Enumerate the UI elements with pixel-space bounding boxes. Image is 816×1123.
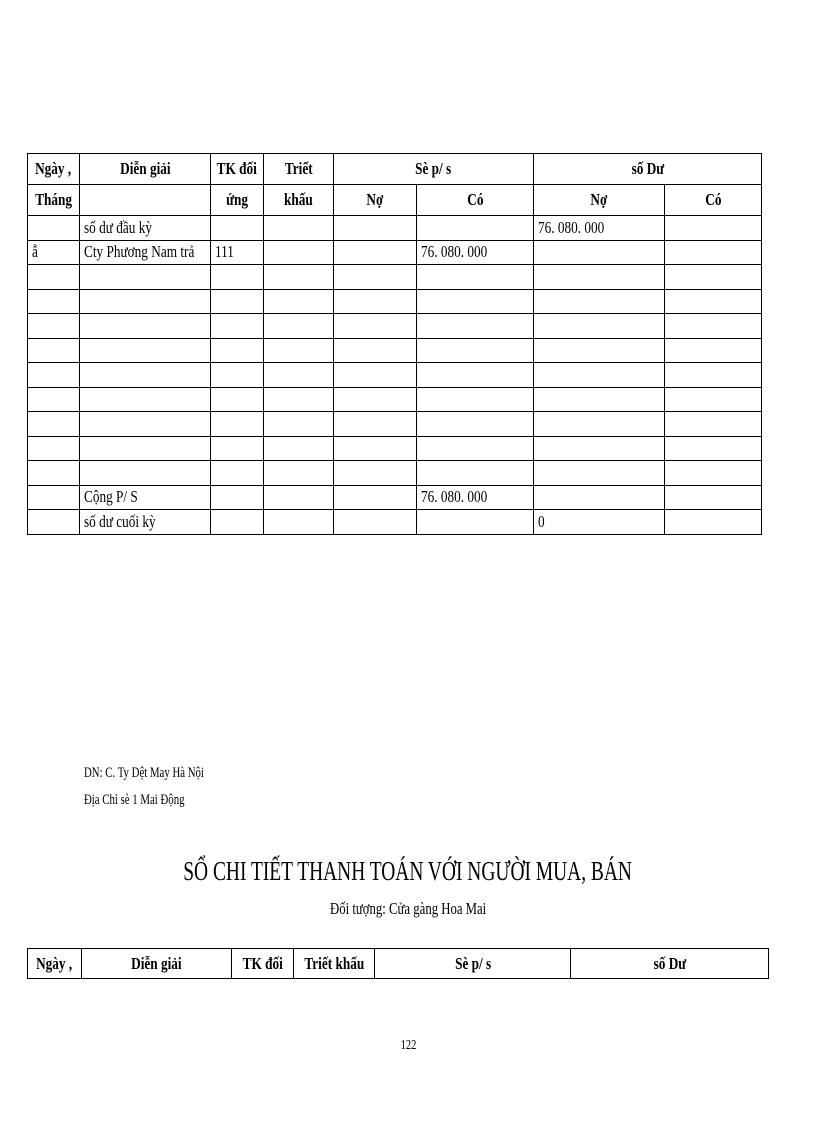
cell-debit — [334, 363, 417, 388]
page-number: 122 — [400, 1038, 416, 1053]
cell-account — [211, 216, 264, 241]
cell-bal-debit — [534, 436, 665, 461]
ledger-table-2 — [27, 948, 769, 979]
col-bal-debit-header: Nợ — [534, 185, 665, 216]
cell-discount — [264, 436, 334, 461]
company-info: DN: C. Ty Dệt May Hà Nội — [84, 765, 204, 781]
cell-desc: số dư đầu kỳ — [80, 216, 211, 241]
cell-bal-debit — [534, 387, 665, 412]
col-desc-header: Diễn giải — [82, 949, 232, 979]
cell-bal-debit — [534, 412, 665, 437]
cell-credit: 76. 080. 000 — [417, 485, 534, 510]
cell-credit — [417, 289, 534, 314]
cell-desc: Cộng P/ S — [80, 485, 211, 510]
cell-date — [28, 216, 80, 241]
cell-discount — [264, 240, 334, 265]
cell-desc — [80, 436, 211, 461]
cell-desc — [80, 412, 211, 437]
col-date-header-2: Tháng — [28, 185, 80, 216]
header-row-2 — [28, 185, 762, 216]
cell-bal-debit — [534, 289, 665, 314]
cell-debit — [334, 240, 417, 265]
table-row — [28, 387, 762, 412]
col-account-header-2: ứng — [211, 185, 264, 216]
cell-debit — [334, 412, 417, 437]
cell-date — [28, 436, 80, 461]
col-arising-header: Sè p/ s — [334, 154, 534, 185]
cell-bal-credit — [665, 240, 762, 265]
cell-credit — [417, 216, 534, 241]
cell-credit — [417, 461, 534, 486]
col-account-header: TK đối — [231, 949, 293, 979]
cell-account — [211, 412, 264, 437]
cell-bal-debit: 0 — [534, 510, 665, 535]
cell-desc — [80, 461, 211, 486]
cell-date — [28, 461, 80, 486]
address-info: Địa Chỉ sè 1 Mai Động — [84, 792, 185, 808]
col-credit-header: Có — [417, 185, 534, 216]
cell-bal-credit — [665, 485, 762, 510]
cell-date: ẫ — [28, 240, 80, 265]
cell-account — [211, 314, 264, 339]
cell-desc — [80, 314, 211, 339]
table-row — [28, 265, 762, 290]
cell-date — [28, 510, 80, 535]
cell-account — [211, 461, 264, 486]
table-row — [28, 461, 762, 486]
cell-desc — [80, 363, 211, 388]
cell-bal-debit — [534, 363, 665, 388]
cell-desc — [80, 265, 211, 290]
ledger-table-1-body — [28, 216, 762, 535]
table-row — [28, 436, 762, 461]
cell-account — [211, 338, 264, 363]
col-discount-header-2: khấu — [264, 185, 334, 216]
col-desc-header-2 — [80, 185, 211, 216]
cell-debit — [334, 338, 417, 363]
cell-desc — [80, 289, 211, 314]
header-row-1 — [28, 154, 762, 185]
cell-discount — [264, 485, 334, 510]
cell-discount — [264, 338, 334, 363]
cell-discount — [264, 510, 334, 535]
cell-bal-credit — [665, 461, 762, 486]
cell-date — [28, 289, 80, 314]
cell-credit — [417, 265, 534, 290]
col-discount-header: Triết — [264, 154, 334, 185]
table-row — [28, 240, 762, 265]
cell-bal-credit — [665, 289, 762, 314]
col-date-header: Ngày , — [28, 154, 80, 185]
cell-discount — [264, 265, 334, 290]
col-debit-header: Nợ — [334, 185, 417, 216]
cell-credit — [417, 387, 534, 412]
col-account-header: TK đối — [211, 154, 264, 185]
cell-date — [28, 363, 80, 388]
col-desc-header: Diễn giải — [80, 154, 211, 185]
cell-date — [28, 412, 80, 437]
cell-account — [211, 289, 264, 314]
cell-date — [28, 387, 80, 412]
cell-discount — [264, 461, 334, 486]
cell-credit — [417, 363, 534, 388]
cell-discount — [264, 387, 334, 412]
cell-bal-debit — [534, 314, 665, 339]
cell-discount — [264, 412, 334, 437]
cell-debit — [334, 289, 417, 314]
table-row — [28, 289, 762, 314]
cell-credit — [417, 314, 534, 339]
col-balance-header: số Dư — [571, 949, 769, 979]
table-row — [28, 314, 762, 339]
cell-bal-credit — [665, 265, 762, 290]
cell-debit — [334, 461, 417, 486]
cell-debit — [334, 387, 417, 412]
cell-discount — [264, 289, 334, 314]
cell-date — [28, 265, 80, 290]
page-title: SỔ CHI TIẾT THANH TOÁN VỚI NGƯỜI MUA, BÁN — [183, 856, 633, 886]
cell-bal-credit — [665, 363, 762, 388]
cell-credit — [417, 510, 534, 535]
cell-account: 111 — [211, 240, 264, 265]
table-row — [28, 510, 762, 535]
cell-bal-debit — [534, 485, 665, 510]
cell-bal-credit — [665, 216, 762, 241]
table-row — [28, 485, 762, 510]
table-row — [28, 363, 762, 388]
table-row — [28, 338, 762, 363]
col-bal-credit-header: Có — [665, 185, 762, 216]
cell-bal-debit — [534, 240, 665, 265]
cell-debit — [334, 265, 417, 290]
cell-credit — [417, 412, 534, 437]
cell-desc — [80, 338, 211, 363]
cell-account — [211, 265, 264, 290]
cell-account — [211, 363, 264, 388]
cell-account — [211, 436, 264, 461]
cell-desc — [80, 387, 211, 412]
cell-bal-debit — [534, 461, 665, 486]
cell-bal-credit — [665, 510, 762, 535]
cell-discount — [264, 216, 334, 241]
col-date-header: Ngày , — [28, 949, 82, 979]
cell-discount — [264, 363, 334, 388]
cell-bal-debit: 76. 080. 000 — [534, 216, 665, 241]
cell-desc: Cty Phương Nam trả — [80, 240, 211, 265]
cell-date — [28, 338, 80, 363]
cell-bal-credit — [665, 387, 762, 412]
cell-account — [211, 387, 264, 412]
table-row — [28, 412, 762, 437]
cell-credit — [417, 436, 534, 461]
header-row — [28, 949, 769, 979]
cell-debit — [334, 314, 417, 339]
cell-account — [211, 485, 264, 510]
cell-date — [28, 485, 80, 510]
col-balance-header: số Dư — [534, 154, 762, 185]
cell-date — [28, 314, 80, 339]
cell-discount — [264, 314, 334, 339]
cell-credit: 76. 080. 000 — [417, 240, 534, 265]
cell-account — [211, 510, 264, 535]
col-arising-header: Sè p/ s — [375, 949, 571, 979]
cell-debit — [334, 216, 417, 241]
cell-bal-debit — [534, 265, 665, 290]
cell-debit — [334, 510, 417, 535]
cell-debit — [334, 485, 417, 510]
cell-credit — [417, 338, 534, 363]
cell-bal-debit — [534, 338, 665, 363]
cell-bal-credit — [665, 436, 762, 461]
table-row — [28, 216, 762, 241]
subtitle: Đối tượng: Cửa gàng Hoa Mai — [329, 899, 487, 918]
cell-debit — [334, 436, 417, 461]
cell-bal-credit — [665, 314, 762, 339]
cell-bal-credit — [665, 412, 762, 437]
col-discount-header: Triết khấu — [294, 949, 375, 979]
cell-bal-credit — [665, 338, 762, 363]
cell-desc: số dư cuối kỳ — [80, 510, 211, 535]
ledger-table-1 — [27, 153, 762, 535]
